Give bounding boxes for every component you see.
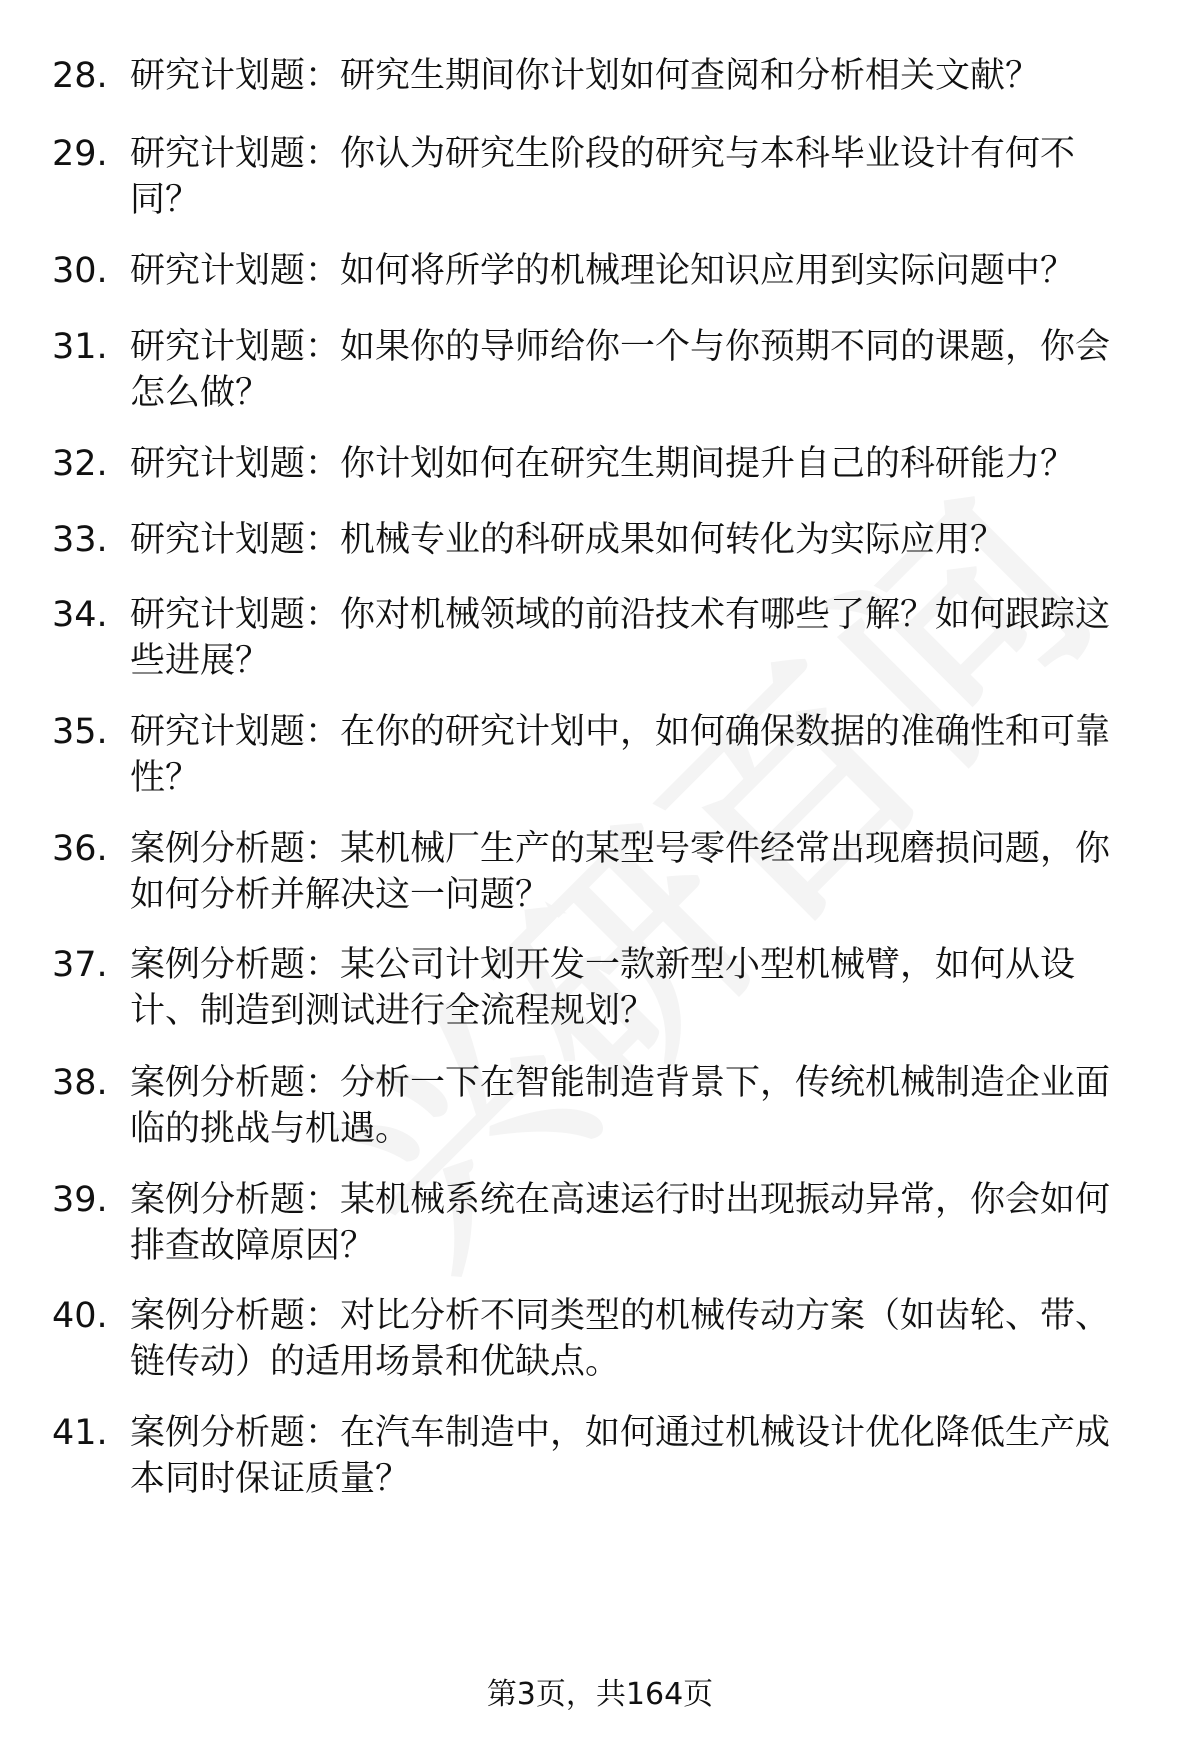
question-item	[52, 1060, 1152, 1152]
question-number: 32.	[52, 444, 108, 484]
question-item	[52, 131, 1152, 223]
question-number: 37.	[52, 945, 108, 985]
question-item	[52, 592, 1152, 684]
question-item	[52, 517, 1152, 563]
question-item	[52, 441, 1152, 487]
question-item	[52, 942, 1152, 1034]
question-text: 研究计划题：你计划如何在研究生期间提升自己的科研能力？	[130, 444, 1076, 484]
question-text: 研究计划题：在你的研究计划中，如何确保数据的准确性和可靠性？	[130, 712, 1111, 798]
question-text: 研究计划题：研究生期间你计划如何查阅和分析相关文献？	[130, 56, 1041, 96]
question-number: 29.	[52, 134, 108, 174]
question-text: 研究计划题：如果你的导师给你一个与你预期不同的课题，你会怎么做？	[130, 327, 1111, 413]
question-text: 案例分析题：某机械系统在高速运行时出现振动异常，你会如何排查故障原因？	[130, 1180, 1111, 1266]
question-text: 案例分析题：某公司计划开发一款新型小型机械臂，如何从设计、制造到测试进行全流程规划？	[130, 945, 1076, 1031]
question-text: 研究计划题：你对机械领域的前沿技术有哪些了解？如何跟踪这些进展？	[130, 595, 1111, 681]
question-number: 35.	[52, 712, 108, 752]
question-number: 38.	[52, 1063, 108, 1103]
question-number: 33.	[52, 520, 108, 560]
question-item	[52, 324, 1152, 416]
question-item	[52, 826, 1152, 918]
question-number: 39.	[52, 1180, 108, 1220]
question-text: 案例分析题：分析一下在智能制造背景下，传统机械制造企业面临的挑战与机遇。	[130, 1063, 1111, 1149]
question-item	[52, 1177, 1152, 1269]
question-item	[52, 248, 1152, 294]
question-text: 案例分析题：在汽车制造中，如何通过机械设计优化降低生产成本同时保证质量？	[130, 1413, 1111, 1499]
question-number: 34.	[52, 595, 108, 635]
question-text: 研究计划题：你认为研究生阶段的研究与本科毕业设计有何不同？	[130, 134, 1076, 220]
question-number: 41.	[52, 1413, 108, 1453]
question-number: 40.	[52, 1296, 108, 1336]
question-text: 研究计划题：机械专业的科研成果如何转化为实际应用？	[130, 520, 1006, 560]
question-item	[52, 1293, 1152, 1385]
question-text: 案例分析题：对比分析不同类型的机械传动方案（如齿轮、带、链传动）的适用场景和优缺点。	[130, 1296, 1111, 1382]
question-item	[52, 53, 1152, 99]
question-number: 36.	[52, 829, 108, 869]
question-item	[52, 709, 1152, 801]
question-text: 研究计划题：如何将所学的机械理论知识应用到实际问题中？	[130, 251, 1076, 291]
question-number: 28.	[52, 56, 108, 96]
page-footer: 第3页，共164页	[486, 1677, 714, 1712]
question-number: 31.	[52, 327, 108, 367]
question-text: 案例分析题：某机械厂生产的某型号零件经常出现磨损问题，你如何分析并解决这一问题？	[130, 829, 1111, 915]
question-number: 30.	[52, 251, 108, 291]
question-item	[52, 1410, 1152, 1502]
